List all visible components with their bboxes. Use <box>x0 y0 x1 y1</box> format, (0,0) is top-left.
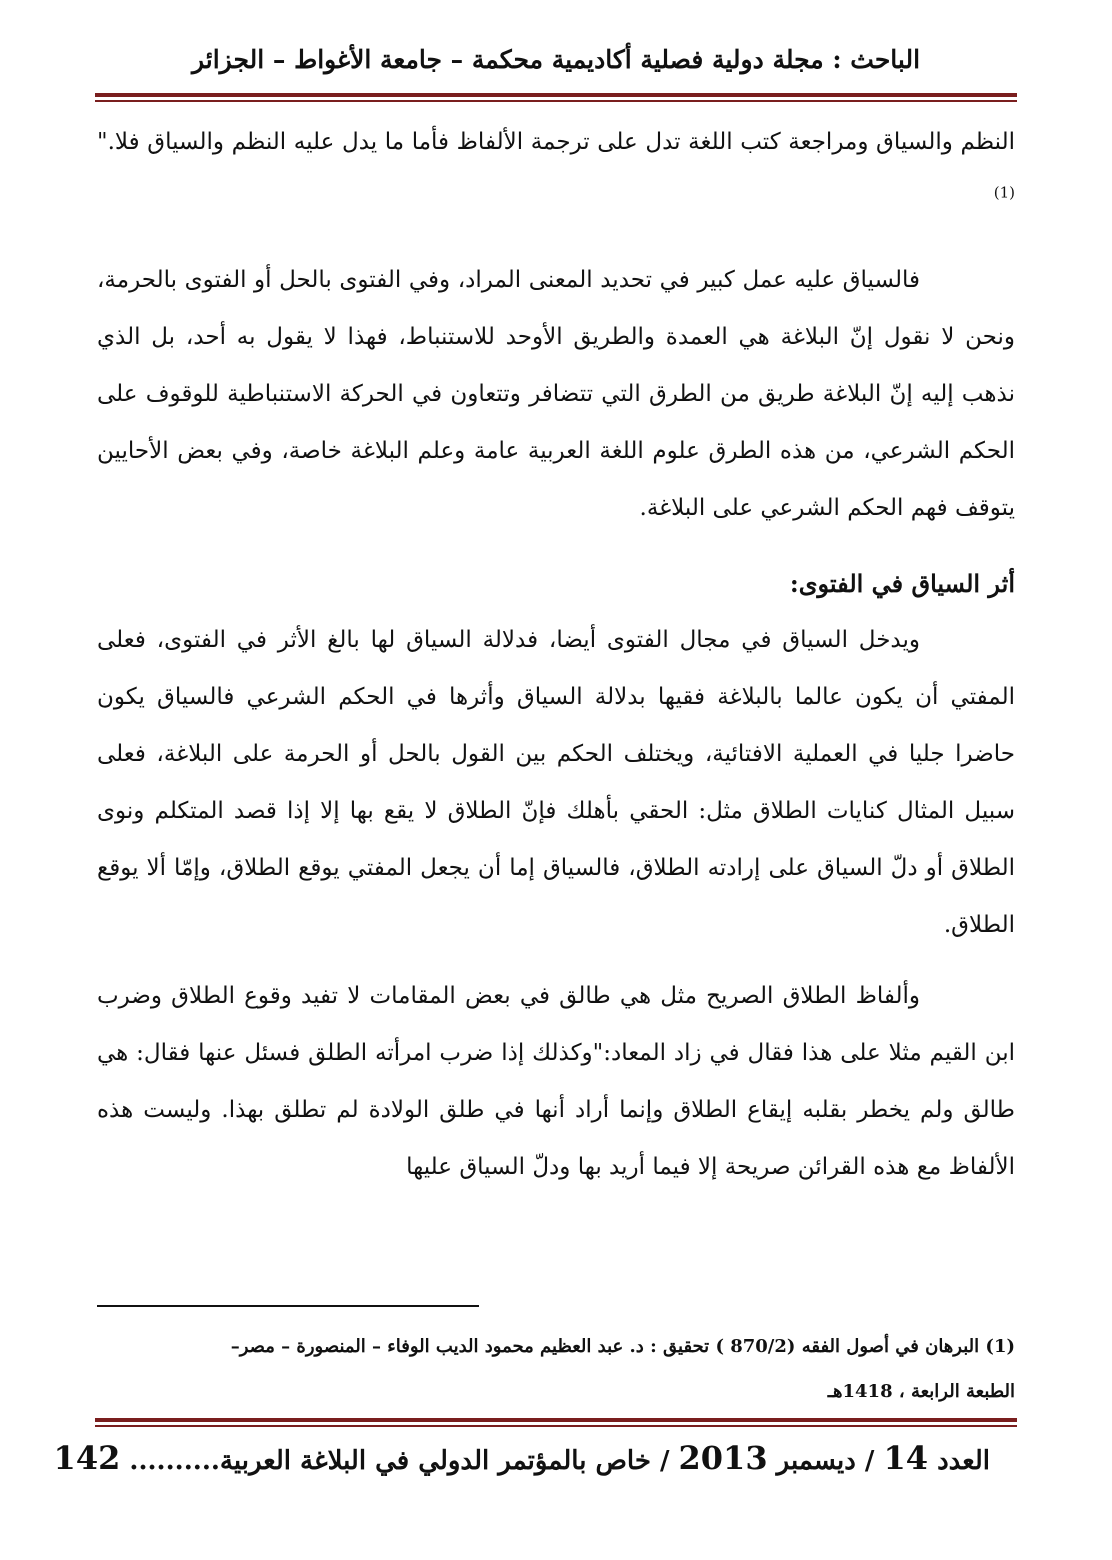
page-footer <box>53 1432 990 1487</box>
paragraph-balagha: فالسياق عليه عمل كبير في تحديد المعنى المراد، وفي الفتوى بالحل أو الفتوى بالحرمة، ونحن لا نقول إنّ البلاغة هي العمدة والطريق الأوحد للاستنباط، فهذا لا يقول به أحد، بل الذي نذهب إليه إنّ البلاغة طريق من الطرق التي تتضافر وتتعاون في الحركة الاستنباطية للوقوف على الحكم الشرعي، من هذه الطرق علوم اللغة العربية عامة وعلم البلاغة خاصة، وفي بعض الأحايين يتوقف فهم الحكم الشرعي على البلاغة. <box>97 267 1015 521</box>
footer-rule-thick <box>95 1418 1017 1422</box>
page-number: 142 <box>53 1439 121 1477</box>
footer-rule-thin <box>95 1425 1017 1427</box>
paragraph-fatwa: ويدخل السياق في مجال الفتوى أيضا، فدلالة السياق لها بالغ الأثر في الفتوى، فعلى المفتي أن يكون عالما بالبلاغة فقيها بدلالة السياق وأثرها في الحكم الشرعي فالسياق يكون حاضرا جليا في العملية الافتائية، ويختلف الحكم بين القول بالحل أو الحرمة على البلاغة، فعلى سبيل المثال كنايات الطلاق مثل: الحقي بأهلك فإنّ الطلاق لا يقع بها إلا إذا قصد المتكلم ونوى الطلاق أو دلّ السياق على إرادته الطلاق، فالسياق إما أن يجعل المفتي يوقع الطلاق، وإمّا ألا يوقع الطلاق. <box>97 627 1015 938</box>
footnote-line-2: الطبعة الرابعة ، 1418هـ <box>827 1381 1015 1402</box>
paragraph-continuation <box>97 114 1015 228</box>
header-rule-thin <box>95 100 1017 102</box>
footnote-separator <box>97 1305 479 1307</box>
header-rule-thick <box>95 93 1017 97</box>
paragraph-continuation-text: النظم والسياق ومراجعة كتب اللغة تدل على ترجمة الألفاظ فأما ما يدل عليه النظم والسياق فلا." <box>97 129 1015 155</box>
page-header: الباحث : مجلة دولية فصلية أكاديمية محكمة – جامعة الأغواط – الجزائر <box>191 45 921 74</box>
issue-description: / خاص بالمؤتمر الدولي في البلاغة العربية.......... <box>129 1446 670 1476</box>
section-heading: أثر السياق في الفتوى: <box>789 569 1015 598</box>
paragraph-talaq: وألفاظ الطلاق الصريح مثل هي طالق في بعض المقامات لا تفيد وقوع الطلاق وضرب ابن القيم مثلا على هذا فقال في زاد المعاد:"وكذلك إذا ضرب امرأته الطلق فسئل عنها فقال: هي طالق ولم يخطر بقلبه إيقاع الطلاق وإنما أراد أنها في طلق الولادة لم تطلق بهذا. وليست هذه الألفاظ مع هذه القرائن صريحة إلا فيما أريد بها ودلّ السياق عليها <box>97 983 1015 1180</box>
issue-month: / ديسمبر <box>776 1446 875 1476</box>
footnote <box>97 1324 1015 1414</box>
issue-number: 14 <box>883 1439 929 1477</box>
article-body <box>97 114 1015 1196</box>
issue-label: العدد <box>937 1446 990 1476</box>
footnote-line-1: (1) البرهان في أصول الفقه (870/2 ) تحقيق : د. عبد العظيم محمود الديب الوفاء – المنصورة – مصر– <box>230 1336 1015 1357</box>
issue-year: 2013 <box>678 1439 768 1477</box>
footnote-ref: (1) <box>993 183 1015 202</box>
